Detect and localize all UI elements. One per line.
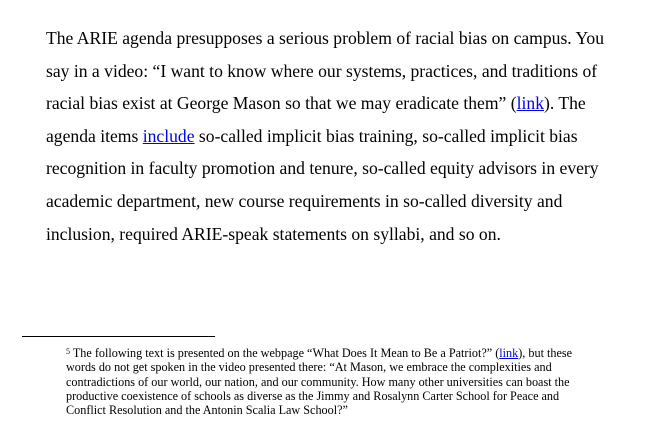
paragraph-text: racial bias exist at George Mason so that we may eradicate them” ( bbox=[46, 93, 517, 114]
body-paragraph bbox=[46, 22, 646, 250]
paragraph-line: recognition in faculty promotion and tenure, so-called equity advisors in every bbox=[46, 158, 599, 179]
footnote-line: productive coexistence of schools as diverse as the Jimmy and Rosalynn Carter School for Peace and bbox=[66, 388, 560, 403]
patriot-webpage-link[interactable]: link bbox=[499, 346, 519, 360]
footnote-line: words do not get spoken in the video presented there: “At Mason, we embrace the complexities and bbox=[66, 360, 552, 375]
paragraph-line: say in a video: “I want to know where our systems, practices, and traditions of bbox=[46, 60, 598, 81]
footnote-text: The following text is presented on the webpage “What Does It Mean to Be a Patriot?” ( bbox=[70, 346, 500, 360]
footnote-line: Conflict Resolution and the Antonin Scalia Law School?” bbox=[66, 403, 348, 418]
paragraph-line: academic department, new course requirements in so-called diversity and bbox=[46, 190, 563, 211]
footnote-separator bbox=[22, 336, 215, 337]
paragraph-line: inclusion, required ARIE-speak statements on syllabi, and so on. bbox=[46, 223, 501, 244]
paragraph-line bbox=[46, 87, 646, 120]
footnote bbox=[66, 345, 651, 417]
footnote-line bbox=[66, 345, 651, 360]
paragraph-text: ). The bbox=[544, 93, 586, 114]
paragraph-text: so-called implicit bias training, so-called implicit bias bbox=[194, 125, 578, 146]
paragraph-text: agenda items bbox=[46, 125, 143, 146]
footnote-text: ), but these bbox=[518, 346, 573, 360]
paragraph-line: The ARIE agenda presupposes a serious problem of racial bias on campus. You bbox=[46, 28, 604, 48]
paragraph-line bbox=[46, 120, 646, 153]
agenda-include-link[interactable]: include bbox=[142, 125, 195, 146]
footnote-number: 5 bbox=[66, 347, 70, 356]
video-link[interactable]: link bbox=[516, 93, 544, 114]
footnote-line: contradictions of our world, our nation, and our community. How many other universities can boast the bbox=[66, 374, 570, 389]
